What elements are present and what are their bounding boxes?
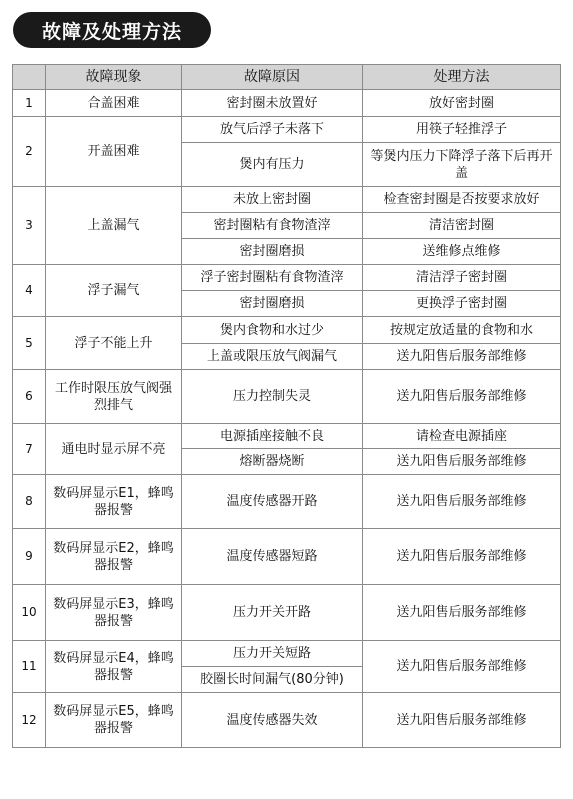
table-row — [13, 585, 561, 641]
table-row — [13, 187, 561, 213]
solution-cell: 请检查电源插座 — [363, 424, 561, 449]
solution-cell: 送九阳售后服务部维修 — [363, 344, 561, 370]
cause-cell: 密封圈磨损 — [182, 239, 363, 265]
solution-cell: 送九阳售后服务部维修 — [363, 641, 561, 693]
solution-cell: 清洁密封圈 — [363, 213, 561, 239]
cause-cell: 浮子密封圈粘有食物渣滓 — [182, 265, 363, 291]
page-title: 故障及处理方法 — [41, 20, 182, 43]
solution-cell: 更换浮子密封圈 — [363, 291, 561, 317]
symptom-cell: 合盖困难 — [46, 90, 182, 117]
cause-cell: 未放上密封圈 — [182, 187, 363, 213]
solution-cell: 送九阳售后服务部维修 — [363, 585, 561, 641]
table-row — [13, 317, 561, 344]
table-row — [13, 424, 561, 449]
solution-cell: 送九阳售后服务部维修 — [363, 529, 561, 585]
cause-cell: 密封圈未放置好 — [182, 90, 363, 117]
cause-cell: 电源插座接触不良 — [182, 424, 363, 449]
symptom-cell: 数码屏显示E5，蜂鸣器报警 — [46, 693, 182, 748]
solution-cell: 放好密封圈 — [363, 90, 561, 117]
cause-cell: 温度传感器短路 — [182, 529, 363, 585]
cause-cell: 温度传感器失效 — [182, 693, 363, 748]
solution-cell: 送九阳售后服务部维修 — [363, 449, 561, 475]
row-number: 3 — [13, 187, 46, 265]
solution-cell: 按规定放适量的食物和水 — [363, 317, 561, 344]
table-row — [13, 117, 561, 143]
symptom-cell: 数码屏显示E2，蜂鸣器报警 — [46, 529, 182, 585]
cause-cell: 温度传感器开路 — [182, 475, 363, 529]
cause-cell: 压力开关开路 — [182, 585, 363, 641]
row-number: 7 — [13, 424, 46, 475]
cause-cell: 密封圈粘有食物渣滓 — [182, 213, 363, 239]
row-number: 4 — [13, 265, 46, 317]
cause-cell: 压力控制失灵 — [182, 370, 363, 424]
symptom-cell: 通电时显示屏不亮 — [46, 424, 182, 475]
row-number: 5 — [13, 317, 46, 370]
symptom-cell: 开盖困难 — [46, 117, 182, 187]
title-banner — [13, 12, 211, 48]
symptom-cell: 工作时限压放气阀强烈排气 — [46, 370, 182, 424]
solution-cell: 检查密封圈是否按要求放好 — [363, 187, 561, 213]
solution-cell: 用筷子轻推浮子 — [363, 117, 561, 143]
table-row — [13, 265, 561, 291]
row-number: 10 — [13, 585, 46, 641]
row-number: 9 — [13, 529, 46, 585]
row-number: 1 — [13, 90, 46, 117]
table-row — [13, 641, 561, 667]
symptom-cell: 浮子不能上升 — [46, 317, 182, 370]
solution-cell: 清洁浮子密封圈 — [363, 265, 561, 291]
symptom-cell: 浮子漏气 — [46, 265, 182, 317]
solution-cell: 送九阳售后服务部维修 — [363, 693, 561, 748]
table-row — [13, 529, 561, 585]
fault-table — [12, 64, 561, 748]
symptom-cell: 数码屏显示E4，蜂鸣器报警 — [46, 641, 182, 693]
table-row — [13, 90, 561, 117]
cause-cell: 胶圈长时间漏气(80分钟) — [182, 667, 363, 693]
cause-cell: 压力开关短路 — [182, 641, 363, 667]
header-symptom: 故障现象 — [46, 65, 182, 90]
cause-cell: 煲内食物和水过少 — [182, 317, 363, 344]
row-number: 12 — [13, 693, 46, 748]
table-row — [13, 475, 561, 529]
header-num — [13, 65, 46, 90]
cause-cell: 密封圈磨损 — [182, 291, 363, 317]
solution-cell: 送维修点维修 — [363, 239, 561, 265]
cause-cell: 放气后浮子未落下 — [182, 117, 363, 143]
symptom-cell: 数码屏显示E1，蜂鸣器报警 — [46, 475, 182, 529]
solution-cell: 等煲内压力下降浮子落下后再开盖 — [363, 143, 561, 187]
cause-cell: 煲内有压力 — [182, 143, 363, 187]
symptom-cell: 上盖漏气 — [46, 187, 182, 265]
header-cause: 故障原因 — [182, 65, 363, 90]
row-number: 8 — [13, 475, 46, 529]
solution-cell: 送九阳售后服务部维修 — [363, 370, 561, 424]
solution-cell: 送九阳售后服务部维修 — [363, 475, 561, 529]
row-number: 2 — [13, 117, 46, 187]
table-row — [13, 370, 561, 424]
cause-cell: 上盖或限压放气阀漏气 — [182, 344, 363, 370]
symptom-cell: 数码屏显示E3，蜂鸣器报警 — [46, 585, 182, 641]
cause-cell: 熔断器烧断 — [182, 449, 363, 475]
table-row — [13, 693, 561, 748]
row-number: 11 — [13, 641, 46, 693]
header-row — [13, 65, 561, 90]
row-number: 6 — [13, 370, 46, 424]
header-solution: 处理方法 — [363, 65, 561, 90]
